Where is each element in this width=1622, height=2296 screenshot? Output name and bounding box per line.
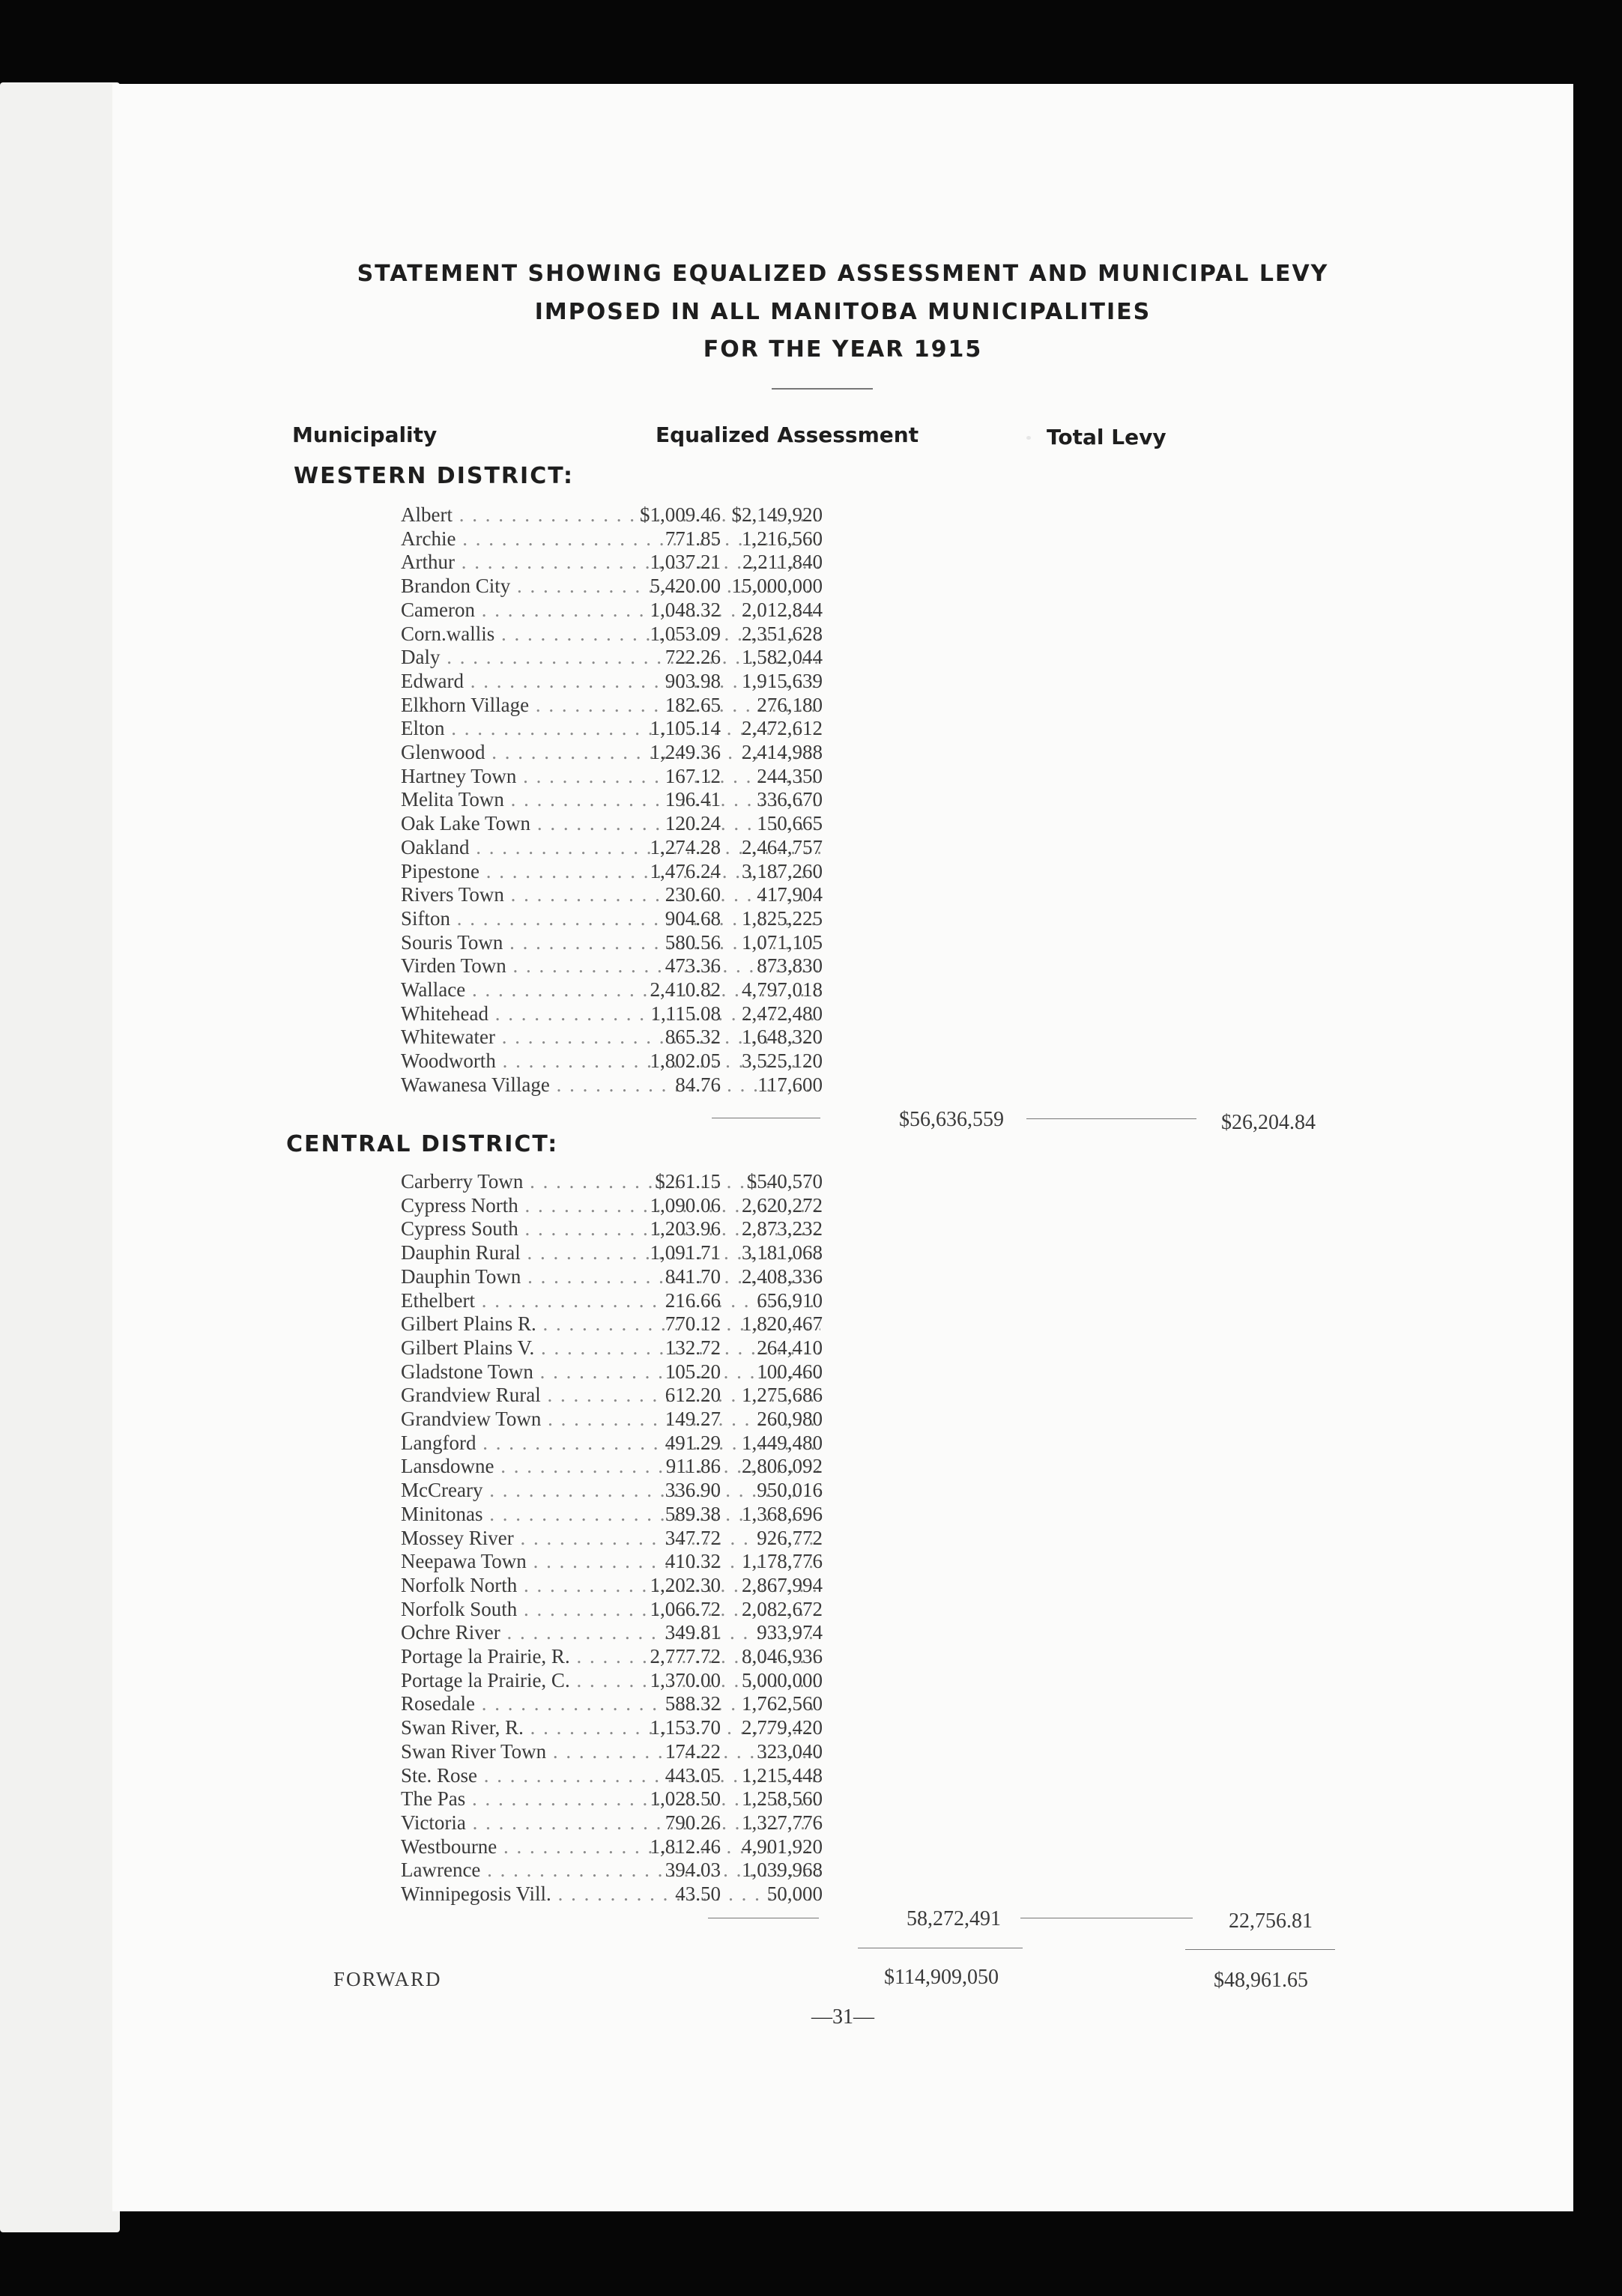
equalized-assessment: 2,464,757 [742,835,823,858]
table-row [112,1384,1573,1408]
equalized-assessment: 5,000,000 [742,1668,823,1691]
total-levy: 911.86 [665,1455,721,1478]
total-levy: 1,090.06 [650,1193,721,1217]
equalized-assessment: 15,000,000 [731,575,823,598]
equalized-assessment: 656,910 [757,1288,823,1312]
equalized-assessment: 1,178,776 [742,1550,823,1573]
municipality-name: Sifton . . . [401,907,820,930]
adjacent-page [0,82,120,2232]
municipality-name: Melita Town . . . [401,788,820,811]
municipality-name: Grandview Town . . . [401,1408,820,1431]
equalized-assessment: 1,449,480 [742,1431,823,1454]
total-levy: 149.27 [665,1408,721,1430]
total-levy: 2,410.82 [650,978,721,1001]
total-levy: 1,249.36 [650,741,721,763]
table-row [112,1408,1573,1432]
municipality-name: McCreary . . . [401,1479,820,1502]
equalized-assessment: 2,867,994 [742,1573,823,1596]
municipality-name: Corn.wallis . . . [401,623,820,646]
table-row [112,812,1573,836]
western-total-assessment: $56,636,559 [899,1108,1004,1131]
table-row [112,646,1573,670]
title-line-1: STATEMENT SHOWING EQUALIZED ASSESSMENT AND MUNICIPAL LEVY [357,261,1329,287]
total-levy: 1,066.72 [650,1597,721,1620]
equalized-assessment: 4,797,018 [742,978,823,1001]
total-levy: 105.20 [665,1360,721,1383]
equalized-assessment: 1,258,560 [742,1787,823,1811]
table-row [112,765,1573,789]
equalized-assessment: 2,620,272 [742,1193,823,1217]
table-row [112,954,1573,978]
table-row [112,978,1573,1002]
equalized-assessment: 1,071,105 [742,930,823,954]
equalized-assessment: 2,211,840 [742,551,823,574]
total-levy: 1,476.24 [650,859,721,882]
western-total-leader [1026,1118,1196,1119]
forward-levy-rule [1185,1949,1335,1950]
equalized-assessment: 336,670 [757,788,823,811]
municipality-name: Winnipegosis Vill. . . . [401,1882,820,1906]
table-row [112,623,1573,646]
equalized-assessment: 3,525,120 [742,1049,823,1073]
total-levy: 841.70 [665,1264,721,1288]
table-row [112,1265,1573,1289]
paper-speck [1026,436,1031,440]
title-line-3: FOR THE YEAR 1915 [703,336,983,363]
equalized-assessment: 1,582,044 [742,646,823,669]
page-number: —31— [811,2005,874,2029]
municipality-name: Pipestone . . . [401,860,820,883]
total-levy: 394.03 [665,1859,721,1882]
total-levy: 1,105.14 [650,717,721,740]
equalized-assessment: 1,327,776 [742,1811,823,1834]
forward-levy: $48,961.65 [1214,1969,1308,1992]
equalized-assessment: 150,665 [757,812,823,835]
municipality-name: Rosedale . . . [401,1692,820,1715]
municipality-name: Grandview Rural . . . [401,1384,820,1407]
table-row [112,670,1573,694]
table-row [112,1716,1573,1740]
total-levy: 865.32 [665,1026,721,1049]
table-row [112,860,1573,884]
total-levy: 1,115.08 [650,1002,721,1025]
title-rule [772,388,873,390]
document-page [112,84,1573,2211]
equalized-assessment: 2,414,988 [742,741,823,763]
table-row [112,1574,1573,1598]
total-levy: 196.41 [665,788,721,811]
table-row [112,1503,1573,1527]
equalized-assessment: 1,820,467 [742,1312,823,1336]
total-levy: 473.36 [665,954,721,978]
table-row [112,1859,1573,1882]
equalized-assessment: 1,915,639 [742,669,823,692]
equalized-assessment: 1,762,560 [742,1692,823,1715]
table-row [112,1002,1573,1026]
equalized-assessment: 244,350 [757,764,823,787]
equalized-assessment: 2,012,844 [742,598,823,621]
table-row [112,1740,1573,1764]
total-levy: 589.38 [665,1502,721,1525]
total-levy: 904.68 [665,906,721,930]
table-row [112,1882,1573,1906]
municipality-name: Hartney Town . . . [401,765,820,788]
total-levy: 2,777.72 [650,1645,721,1668]
table-row [112,1432,1573,1456]
table-row [112,575,1573,599]
table-row [112,503,1573,527]
municipality-name: Portage la Prairie, R. . . . [401,1645,820,1668]
table-row [112,1170,1573,1194]
equalized-assessment: 1,215,448 [742,1763,823,1787]
municipality-name: Langford . . . [401,1432,820,1455]
table-row [112,1527,1573,1551]
municipality-name: Arthur . . . [401,551,820,574]
municipality-name: Westbourne . . . [401,1835,820,1859]
column-levy: Total Levy [1047,425,1166,449]
total-levy: 336.90 [665,1479,721,1502]
equalized-assessment: 1,216,560 [742,527,823,550]
table-row [112,1811,1573,1835]
equalized-assessment: 2,082,672 [742,1597,823,1620]
equalized-assessment: 2,779,420 [742,1716,823,1739]
equalized-assessment: 2,408,336 [742,1264,823,1288]
table-row [112,741,1573,765]
municipality-name: Carberry Town . . . [401,1170,820,1193]
table-row [112,931,1573,955]
total-levy: 174.22 [665,1739,721,1763]
total-levy: 771.85 [665,527,721,550]
municipality-name: Neepawa Town . . . [401,1550,820,1573]
table-row [112,1026,1573,1049]
total-levy: 347.72 [665,1526,721,1549]
equalized-assessment: 4,901,920 [742,1835,823,1858]
municipality-name: Norfolk North . . . [401,1574,820,1597]
table-row [112,1312,1573,1336]
municipality-name: Minitonas . . . [401,1503,820,1526]
total-levy: $1,009.46 [640,503,721,526]
table-row [112,907,1573,931]
equalized-assessment: 117,600 [757,1073,823,1096]
table-row [112,694,1573,718]
table-row [112,717,1573,741]
total-levy: 216.66 [665,1288,721,1312]
total-levy: 588.32 [665,1692,721,1715]
total-levy: 722.26 [665,646,721,669]
total-levy: 1,202.30 [650,1573,721,1596]
municipality-name: The Pas . . . [401,1787,820,1811]
total-levy: 1,203.96 [650,1217,721,1241]
table-row [112,1241,1573,1265]
table-row [112,1787,1573,1811]
municipality-name: Elton . . . [401,717,820,740]
municipality-name: Elkhorn Village . . . [401,694,820,717]
total-levy: 903.98 [665,669,721,692]
municipality-name: Archie . . . [401,527,820,551]
equalized-assessment: 1,825,225 [742,906,823,930]
table-row [112,836,1573,860]
total-levy: 580.56 [665,930,721,954]
municipality-name: Brandon City . . . [401,575,820,598]
total-levy: 167.12 [665,764,721,787]
western-total-levy: $26,204.84 [1221,1111,1316,1134]
total-levy: 443.05 [665,1763,721,1787]
table-row [112,1621,1573,1645]
equalized-assessment: $540,570 [746,1170,823,1193]
equalized-assessment: 323,040 [757,1739,823,1763]
table-row [112,788,1573,812]
total-levy: 1,153.70 [650,1716,721,1739]
municipality-name: Souris Town . . . [401,931,820,954]
municipality-name: Edward . . . [401,670,820,693]
table-row [112,1764,1573,1788]
equalized-assessment: 950,016 [757,1479,823,1502]
table-row [112,1550,1573,1574]
total-levy: 612.20 [665,1384,721,1407]
equalized-assessment: 1,648,320 [742,1026,823,1049]
table-row [112,551,1573,575]
municipality-name: Portage la Prairie, C. . . . [401,1669,820,1692]
table-row [112,1194,1573,1218]
equalized-assessment: 264,410 [757,1336,823,1359]
total-levy: 120.24 [665,812,721,835]
central-total-levy: 22,756.81 [1229,1909,1313,1933]
table-row [112,1692,1573,1716]
equalized-assessment: 1,368,696 [742,1502,823,1525]
total-levy: 491.29 [665,1431,721,1454]
total-levy: 1,802.05 [650,1049,721,1073]
equalized-assessment: 8,046,936 [742,1645,823,1668]
municipality-name: Oakland . . . [401,836,820,859]
total-levy: $261.15 [655,1170,721,1193]
municipality-name: Gladstone Town . . . [401,1360,820,1384]
total-levy: 349.81 [665,1621,721,1644]
total-levy: 1,053.09 [650,622,721,645]
municipality-name: Victoria . . . [401,1811,820,1835]
total-levy: 1,091.71 [650,1241,721,1264]
western-district-heading: WESTERN DISTRICT: [294,463,575,489]
table-row [112,599,1573,623]
municipality-name: Swan River, R. . . . [401,1716,820,1739]
total-levy: 182.65 [665,693,721,716]
equalized-assessment: 1,275,686 [742,1384,823,1407]
municipality-name: Lawrence . . . [401,1859,820,1882]
total-levy: 770.12 [665,1312,721,1336]
total-levy: 132.72 [665,1336,721,1359]
table-row [112,1217,1573,1241]
municipality-name: Norfolk South . . . [401,1598,820,1621]
table-row [112,1835,1573,1859]
table-row [112,1455,1573,1479]
equalized-assessment: 933,974 [757,1621,823,1644]
municipality-name: Ethelbert . . . [401,1289,820,1312]
total-levy: 84.76 [675,1073,721,1096]
equalized-assessment: 926,772 [757,1526,823,1549]
municipality-name: Albert . . . [401,503,820,527]
equalized-assessment: 2,351,628 [742,622,823,645]
total-levy: 5,420.00 [650,575,721,598]
municipality-name: Oak Lake Town . . . [401,812,820,835]
municipality-name: Ochre River . . . [401,1621,820,1644]
total-levy: 43.50 [675,1882,721,1905]
total-levy: 1,370.00 [650,1668,721,1691]
municipality-name: Cypress South . . . [401,1217,820,1241]
municipality-name: Dauphin Town . . . [401,1265,820,1288]
municipality-name: Whitehead . . . [401,1002,820,1026]
total-levy: 1,048.32 [650,598,721,621]
table-row [112,527,1573,551]
table-row [112,883,1573,907]
table-row [112,1479,1573,1503]
total-levy: 1,812.46 [650,1835,721,1858]
municipality-name: Virden Town . . . [401,954,820,978]
table-row [112,1336,1573,1360]
municipality-name: Gilbert Plains V. . . . [401,1336,820,1360]
equalized-assessment: 50,000 [766,1882,823,1905]
total-levy: 1,028.50 [650,1787,721,1811]
equalized-assessment: 873,830 [757,954,823,978]
total-levy: 230.60 [665,883,721,906]
table-row [112,1073,1573,1097]
table-row [112,1598,1573,1622]
municipality-name: Cypress North . . . [401,1194,820,1217]
municipality-name: Whitewater . . . [401,1026,820,1049]
municipality-name: Dauphin Rural . . . [401,1241,820,1264]
equalized-assessment: 100,460 [757,1360,823,1383]
municipality-name: Rivers Town . . . [401,883,820,906]
municipality-name: Mossey River . . . [401,1527,820,1550]
central-district-heading: CENTRAL DISTRICT: [286,1131,559,1157]
municipality-name: Woodworth . . . [401,1049,820,1073]
forward-assessment: $114,909,050 [884,1966,999,1989]
municipality-name: Cameron . . . [401,599,820,622]
total-levy: 790.26 [665,1811,721,1834]
municipality-name: Gilbert Plains R. . . . [401,1312,820,1336]
municipality-name: Daly . . . [401,646,820,669]
title-line-2: IMPOSED IN ALL MANITOBA MUNICIPALITIES [534,299,1152,325]
column-municipality: Municipality [292,422,438,447]
table-row [112,1669,1573,1693]
equalized-assessment: 2,472,612 [742,717,823,740]
table-row [112,1289,1573,1313]
table-row [112,1645,1573,1669]
municipality-name: Wawanesa Village . . . [401,1073,820,1097]
total-levy: 410.32 [665,1550,721,1573]
equalized-assessment: 2,806,092 [742,1455,823,1478]
table-row [112,1360,1573,1384]
table-row [112,1049,1573,1073]
municipality-name: Ste. Rose . . . [401,1764,820,1787]
equalized-assessment: 3,181,068 [742,1241,823,1264]
total-levy: 1,274.28 [650,835,721,858]
column-assessment: Equalized Assessment [656,422,919,447]
equalized-assessment: 2,873,232 [742,1217,823,1241]
equalized-assessment: 2,472,480 [742,1002,823,1025]
equalized-assessment: 276,180 [757,693,823,716]
equalized-assessment: 1,039,968 [742,1859,823,1882]
equalized-assessment: 3,187,260 [742,859,823,882]
central-total-assessment: 58,272,491 [907,1907,1001,1930]
municipality-name: Glenwood . . . [401,741,820,764]
equalized-assessment: $2,149,920 [731,503,823,526]
equalized-assessment: 417,904 [757,883,823,906]
forward-label: FORWARD [333,1968,442,1990]
equalized-assessment: 260,980 [757,1408,823,1430]
total-levy: 1,037.21 [650,551,721,574]
municipality-name: Lansdowne . . . [401,1455,820,1478]
municipality-name: Wallace . . . [401,978,820,1002]
municipality-name: Swan River Town . . . [401,1740,820,1763]
